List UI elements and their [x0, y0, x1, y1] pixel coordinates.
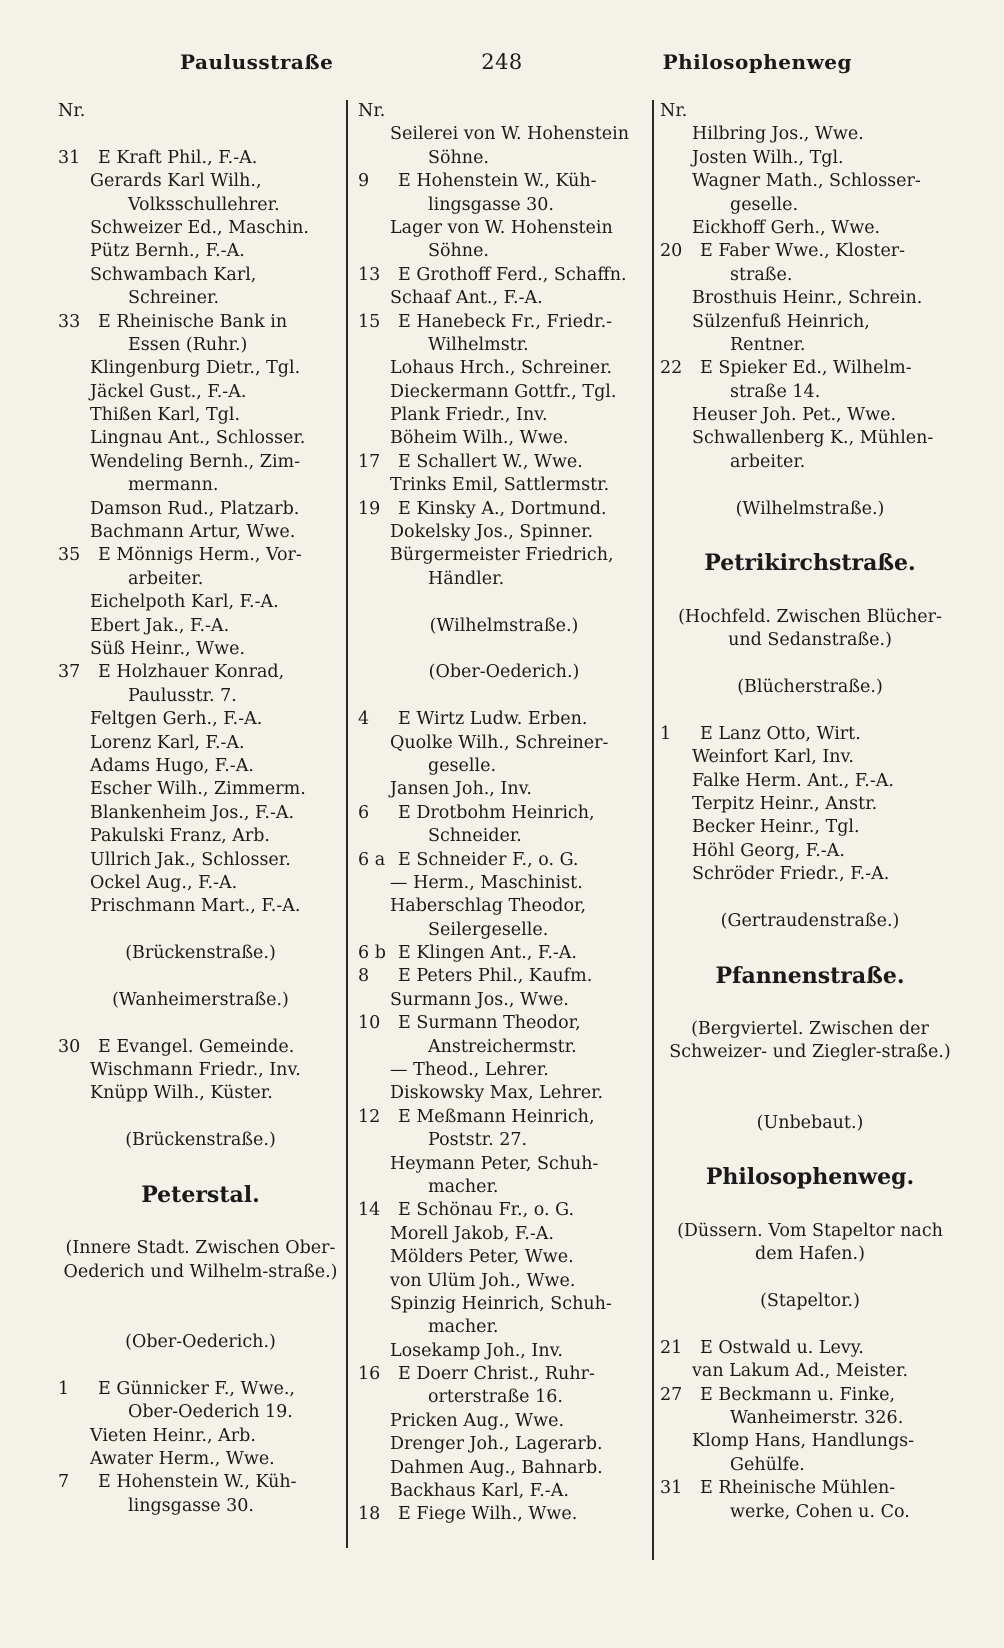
resident-entry: Höhl Georg, F.-A.	[692, 840, 845, 861]
resident-entry: Becker Heinr., Tgl.	[692, 817, 860, 838]
resident-entry: Heuser Joh. Pet., Wwe.	[692, 405, 897, 426]
column-divider-1	[346, 100, 348, 1548]
resident-entry: Thißen Karl, Tgl.	[90, 405, 241, 426]
resident-entry: Falke Herm. Ant., F.-A.	[692, 770, 894, 791]
house-entry	[58, 1471, 343, 1494]
resident-name: E Kinsky A., Dortmund.	[398, 498, 607, 519]
resident-entry: Dokelsky Jos., Spinner.	[390, 522, 594, 543]
column-heading-nr: Nr.	[660, 101, 688, 121]
house-number: 20	[660, 241, 683, 262]
entry-continuation: Söhne.	[428, 241, 489, 262]
house-entry	[358, 1199, 650, 1222]
house-number: 13	[358, 264, 381, 285]
resident-entry: Surmann Jos., Wwe.	[390, 989, 569, 1010]
resident-name: E Hanebeck Fr., Friedr.-	[398, 311, 613, 332]
house-entry	[58, 661, 343, 684]
resident-entry: Dieckermann Gottfr., Tgl.	[390, 381, 617, 402]
street-title: Philosophenweg.	[705, 1164, 915, 1191]
cross-street-marker: (Wilhelmstraße.)	[735, 498, 885, 519]
column-1	[58, 100, 343, 1518]
house-entry	[58, 1036, 343, 1059]
entry-continuation: straße.	[730, 264, 793, 285]
house-number: 22	[660, 358, 683, 379]
street-description: (Hochfeld. Zwischen Blücher- und Sedanstraße.)	[678, 606, 942, 651]
house-number: 30	[58, 1036, 81, 1057]
resident-name: E Hohenstein W., Küh-	[398, 171, 597, 192]
resident-entry: Morell Jakob, F.-A.	[390, 1223, 554, 1244]
resident-entry: Backhaus Karl, F.-A.	[390, 1481, 569, 1502]
house-number: 31	[660, 1478, 683, 1499]
resident-name: E Fiege Wilh., Wwe.	[398, 1504, 578, 1525]
entry-continuation: werke, Cohen u. Co.	[730, 1501, 910, 1522]
resident-entry: Wendeling Bernh., Zim-	[90, 451, 301, 472]
resident-entry: Spinzig Heinrich, Schuh-	[390, 1293, 612, 1314]
house-entry	[358, 451, 650, 474]
resident-entry: Ebert Jak., F.-A.	[90, 615, 230, 636]
house-number: 19	[358, 498, 381, 519]
resident-entry: Escher Wilh., Zimmerm.	[90, 779, 306, 800]
resident-entry: Vieten Heinr., Arb.	[90, 1425, 256, 1446]
resident-entry: Damson Rud., Platzarb.	[90, 498, 300, 519]
house-entry	[358, 942, 650, 965]
resident-name: E Drotbohm Heinrich,	[398, 802, 595, 823]
resident-entry: Schaaf Ant., F.-A.	[390, 288, 543, 309]
spacer	[58, 123, 343, 146]
resident-name: E Hohenstein W., Küh-	[98, 1472, 297, 1493]
cross-street-marker: (Brückenstraße.)	[125, 1130, 276, 1151]
spacer	[58, 965, 343, 988]
spacer	[58, 1153, 343, 1176]
resident-name: E Faber Wwe., Kloster-	[700, 241, 906, 262]
entry-continuation: Schneider.	[428, 826, 522, 847]
resident-entry: Drenger Joh., Lagerarb.	[390, 1434, 603, 1455]
house-number: 18	[358, 1504, 381, 1525]
resident-entry: Wischmann Friedr., Inv.	[90, 1060, 301, 1081]
street-description: (Düssern. Vom Stapeltor nach dem Hafen.)	[677, 1220, 943, 1265]
entry-continuation: Söhne.	[428, 147, 489, 168]
resident-entry: Lorenz Karl, F.-A.	[90, 732, 245, 753]
resident-name: E Wirtz Ludw. Erben.	[398, 709, 588, 730]
column-heading-nr: Nr.	[358, 101, 386, 121]
house-entry	[358, 802, 650, 825]
house-entry	[358, 498, 650, 521]
house-entry	[358, 1106, 650, 1129]
spacer	[58, 1012, 343, 1035]
spacer	[660, 1313, 960, 1336]
resident-entry: Seilerei von W. Hohenstein	[390, 124, 630, 145]
house-entry	[358, 1503, 650, 1526]
spacer	[660, 1135, 960, 1158]
spacer	[660, 699, 960, 722]
house-entry	[660, 723, 960, 746]
resident-name: E Rheinische Mühlen-	[700, 1478, 896, 1499]
house-number: 16	[358, 1364, 381, 1385]
spacer	[660, 933, 960, 956]
resident-name: E Ostwald u. Levy.	[700, 1337, 864, 1358]
cross-street-marker: (Blücherstraße.)	[737, 677, 883, 697]
resident-name: E Beckmann u. Finke,	[700, 1384, 896, 1405]
resident-entry: Knüpp Wilh., Küster.	[90, 1083, 273, 1104]
resident-entry: Ockel Aug., F.-A.	[90, 872, 238, 893]
cross-street-marker: (Stapeltor.)	[760, 1291, 860, 1312]
entry-continuation: macher.	[428, 1176, 499, 1197]
resident-name: E Schallert W., Wwe.	[398, 451, 583, 472]
house-entry	[358, 708, 650, 731]
resident-entry: Klomp Hans, Handlungs-	[692, 1431, 915, 1452]
street-title: Petrikirchstraße.	[704, 550, 916, 577]
resident-entry: Ullrich Jak., Schlosser.	[90, 849, 291, 870]
spacer	[660, 521, 960, 544]
house-entry	[358, 849, 650, 872]
spacer	[660, 474, 960, 497]
resident-entry: Feltgen Gerh., F.-A.	[90, 709, 263, 730]
entry-continuation: mermann.	[128, 475, 219, 496]
entry-continuation: arbeiter.	[128, 568, 204, 589]
resident-entry: Dahmen Aug., Bahnarb.	[390, 1457, 603, 1478]
resident-name: E Grothoff Ferd., Schaffn.	[398, 264, 627, 285]
spacer	[58, 1214, 343, 1237]
house-number: 8	[358, 966, 370, 987]
resident-entry: Adams Hugo, F.-A.	[90, 755, 254, 776]
house-entry	[58, 147, 343, 170]
resident-entry: — Theod., Lehrer.	[390, 1060, 549, 1081]
house-number: 35	[58, 545, 81, 566]
resident-entry: Klingenburg Dietr., Tgl.	[90, 358, 301, 379]
resident-name: E Peters Phil., Kaufm.	[398, 966, 593, 987]
entry-continuation: Gehülfe.	[730, 1454, 805, 1475]
entry-continuation: arbeiter.	[730, 451, 806, 472]
resident-name: E Mönnigs Herm., Vor-	[98, 545, 302, 566]
page-header	[0, 50, 1004, 90]
entry-continuation: Schreiner.	[128, 288, 220, 309]
spacer	[58, 1106, 343, 1129]
resident-entry: Josten Wilh., Tgl.	[692, 147, 844, 168]
street-description: (Innere Stadt. Zwischen Ober-Oederich und Wilhelm-straße.)	[63, 1238, 338, 1282]
resident-entry: Terpitz Heinr., Anstr.	[692, 793, 878, 814]
house-entry	[358, 264, 650, 287]
house-entry	[58, 544, 343, 567]
cross-street-marker: (Wilhelmstraße.)	[429, 615, 579, 636]
entry-continuation: Poststr. 27.	[428, 1130, 528, 1151]
page-number: 248	[481, 50, 523, 74]
cross-street-marker: (Wanheimerstraße.)	[112, 989, 289, 1010]
resident-entry: Pütz Bernh., F.-A.	[90, 241, 245, 262]
house-number: 1	[58, 1378, 70, 1399]
column-2	[358, 100, 650, 1527]
entry-continuation: Wanheimerstr. 326.	[730, 1407, 904, 1428]
resident-entry: Heymann Peter, Schuh-	[390, 1153, 599, 1174]
resident-name: E Holzhauer Konrad,	[98, 662, 285, 683]
house-number: 21	[660, 1337, 683, 1358]
resident-entry: — Herm., Maschinist.	[390, 872, 583, 893]
house-number: 27	[660, 1384, 683, 1405]
entry-continuation: geselle.	[428, 755, 497, 776]
spacer	[660, 582, 960, 605]
house-number: 31	[58, 147, 81, 168]
spacer	[358, 685, 650, 708]
resident-name: E Doerr Christ., Ruhr-	[398, 1364, 595, 1385]
house-number: 15	[358, 311, 381, 332]
resident-name: E Surmann Theodor,	[398, 1013, 581, 1034]
header-right-street: Philosophenweg	[662, 50, 852, 74]
entry-continuation: Händler.	[428, 568, 505, 589]
entry-continuation: Anstreichermstr.	[428, 1036, 577, 1057]
resident-name: E Schönau Fr., o. G.	[398, 1200, 575, 1221]
cross-street-marker: (Ober-Oederich.)	[428, 662, 580, 683]
cross-street-marker: (Ober-Oederich.)	[125, 1331, 276, 1352]
house-entry	[660, 1384, 960, 1407]
header-left-street: Paulusstraße	[180, 50, 334, 74]
entry-continuation: Seilergeselle.	[428, 919, 549, 940]
resident-entry: Eickhoff Gerh., Wwe.	[692, 217, 881, 238]
spacer	[660, 995, 960, 1018]
cross-street-marker: (Gertraudenstraße.)	[720, 910, 900, 931]
entry-continuation: macher.	[428, 1317, 499, 1338]
street-description: (Bergviertel. Zwischen der Schweizer- und Ziegler-straße.)	[669, 1019, 951, 1063]
entry-continuation: Essen (Ruhr.)	[128, 334, 248, 355]
resident-name: E Günnicker F., Wwe.,	[98, 1378, 295, 1399]
resident-entry: Pricken Aug., Wwe.	[390, 1410, 565, 1431]
house-entry	[58, 1378, 343, 1401]
resident-entry: Losekamp Joh., Inv.	[390, 1340, 563, 1361]
resident-entry: Hilbring Jos., Wwe.	[692, 124, 864, 145]
resident-entry: Schröder Friedr., F.-A.	[692, 864, 890, 885]
resident-entry: Schwambach Karl,	[90, 264, 257, 285]
house-number: 4	[358, 709, 370, 730]
resident-name: E Klingen Ant., F.-A.	[398, 943, 577, 964]
spacer	[358, 591, 650, 614]
house-entry	[660, 240, 960, 263]
resident-entry: van Lakum Ad., Meister.	[692, 1361, 909, 1382]
house-number: 37	[58, 662, 81, 683]
house-entry	[358, 965, 650, 988]
entry-continuation: orterstraße 16.	[428, 1387, 563, 1408]
house-entry	[358, 170, 650, 193]
resident-entry: Süß Heinr., Wwe.	[90, 638, 246, 659]
resident-entry: Lager von W. Hohenstein	[390, 217, 613, 238]
entry-continuation: straße 14.	[730, 381, 821, 402]
resident-name: E Spieker Ed., Wilhelm-	[700, 358, 912, 379]
house-entry	[58, 311, 343, 334]
entry-continuation: Wilhelmstr.	[428, 334, 529, 355]
resident-name: E Meßmann Heinrich,	[398, 1106, 595, 1127]
resident-name: E Rheinische Bank in	[98, 311, 288, 332]
resident-entry: Lingnau Ant., Schlosser.	[90, 428, 306, 449]
house-entry	[358, 311, 650, 334]
house-number: 17	[358, 451, 381, 472]
resident-entry: Gerards Karl Wilh.,	[90, 171, 262, 192]
house-number: 6	[358, 802, 370, 823]
entry-continuation: Rentner.	[730, 334, 806, 355]
resident-name: E Schneider F., o. G.	[398, 849, 579, 870]
entry-continuation: Paulusstr. 7.	[128, 685, 237, 706]
resident-entry: Prischmann Mart., F.-A.	[90, 896, 301, 917]
resident-entry: Blankenheim Jos., F.-A.	[90, 802, 295, 823]
spacer	[660, 887, 960, 910]
house-number: 7	[58, 1472, 70, 1493]
spacer	[660, 653, 960, 676]
resident-entry: Bürgermeister Friedrich,	[390, 545, 614, 566]
entry-continuation: lingsgasse 30.	[428, 194, 554, 215]
resident-entry: Jansen Joh., Inv.	[390, 779, 532, 800]
spacer	[58, 919, 343, 942]
resident-entry: Awater Herm., Wwe.	[90, 1448, 275, 1469]
cross-street-marker: (Unbebaut.)	[756, 1112, 864, 1133]
column-divider-2	[652, 100, 654, 1560]
resident-entry: Haberschlag Theodor,	[390, 896, 587, 917]
resident-entry: Schweizer Ed., Maschin.	[90, 217, 309, 238]
house-number: 10	[358, 1013, 381, 1034]
house-number: 9	[358, 171, 370, 192]
column-heading-nr: Nr.	[58, 101, 86, 121]
resident-entry: von Ulüm Joh., Wwe.	[390, 1270, 576, 1291]
spacer	[660, 1196, 960, 1219]
spacer	[660, 1267, 960, 1290]
entry-continuation: Ober-Oederich 19.	[128, 1402, 293, 1423]
house-number: 6 a	[358, 849, 386, 870]
entry-continuation: Volksschullehrer.	[128, 194, 280, 215]
resident-entry: Weinfort Karl, Inv.	[692, 747, 854, 768]
resident-name: E Lanz Otto, Wirt.	[700, 723, 861, 744]
house-number: 1	[660, 723, 672, 744]
resident-entry: Eichelpoth Karl, F.-A.	[90, 592, 279, 613]
resident-entry: Diskowsky Max, Lehrer.	[390, 1083, 604, 1104]
resident-entry: Sülzenfuß Heinrich,	[692, 311, 870, 332]
house-number: 33	[58, 311, 81, 332]
resident-entry: Schwallenberg K., Mühlen-	[692, 428, 934, 449]
resident-entry: Plank Friedr., Inv.	[390, 405, 548, 426]
resident-entry: Lohaus Hrch., Schreiner.	[390, 358, 613, 379]
cross-street-marker: (Brückenstraße.)	[125, 943, 276, 964]
house-entry	[660, 1477, 960, 1500]
house-entry	[358, 1363, 650, 1386]
column-3	[660, 100, 960, 1524]
resident-entry: Quolke Wilh., Schreiner-	[390, 732, 609, 753]
resident-entry: Brosthuis Heinr., Schrein.	[692, 288, 923, 309]
entry-continuation: geselle.	[730, 194, 799, 215]
resident-entry: Wagner Math., Schlosser-	[692, 171, 921, 192]
resident-entry: Bachmann Artur, Wwe.	[90, 522, 296, 543]
house-number: 6 b	[358, 943, 386, 964]
house-entry	[358, 1012, 650, 1035]
resident-name: E Kraft Phil., F.-A.	[98, 147, 258, 168]
resident-name: E Evangel. Gemeinde.	[98, 1036, 295, 1057]
house-entry	[660, 357, 960, 380]
street-title: Peterstal.	[141, 1181, 260, 1208]
resident-entry: Böheim Wilh., Wwe.	[390, 428, 569, 449]
street-title: Pfannenstraße.	[715, 962, 905, 989]
spacer	[660, 1088, 960, 1111]
spacer	[358, 638, 650, 661]
house-number: 12	[358, 1106, 381, 1127]
resident-entry: Mölders Peter, Wwe.	[390, 1247, 574, 1268]
entry-continuation: lingsgasse 30.	[128, 1495, 254, 1516]
house-entry	[660, 1337, 960, 1360]
spacer	[58, 1308, 343, 1331]
house-number: 14	[358, 1200, 381, 1221]
resident-entry: Pakulski Franz, Arb.	[90, 826, 270, 847]
spacer	[58, 1354, 343, 1377]
resident-entry: Trinks Emil, Sattlermstr.	[390, 475, 610, 496]
resident-entry: Jäckel Gust., F.-A.	[90, 381, 247, 402]
